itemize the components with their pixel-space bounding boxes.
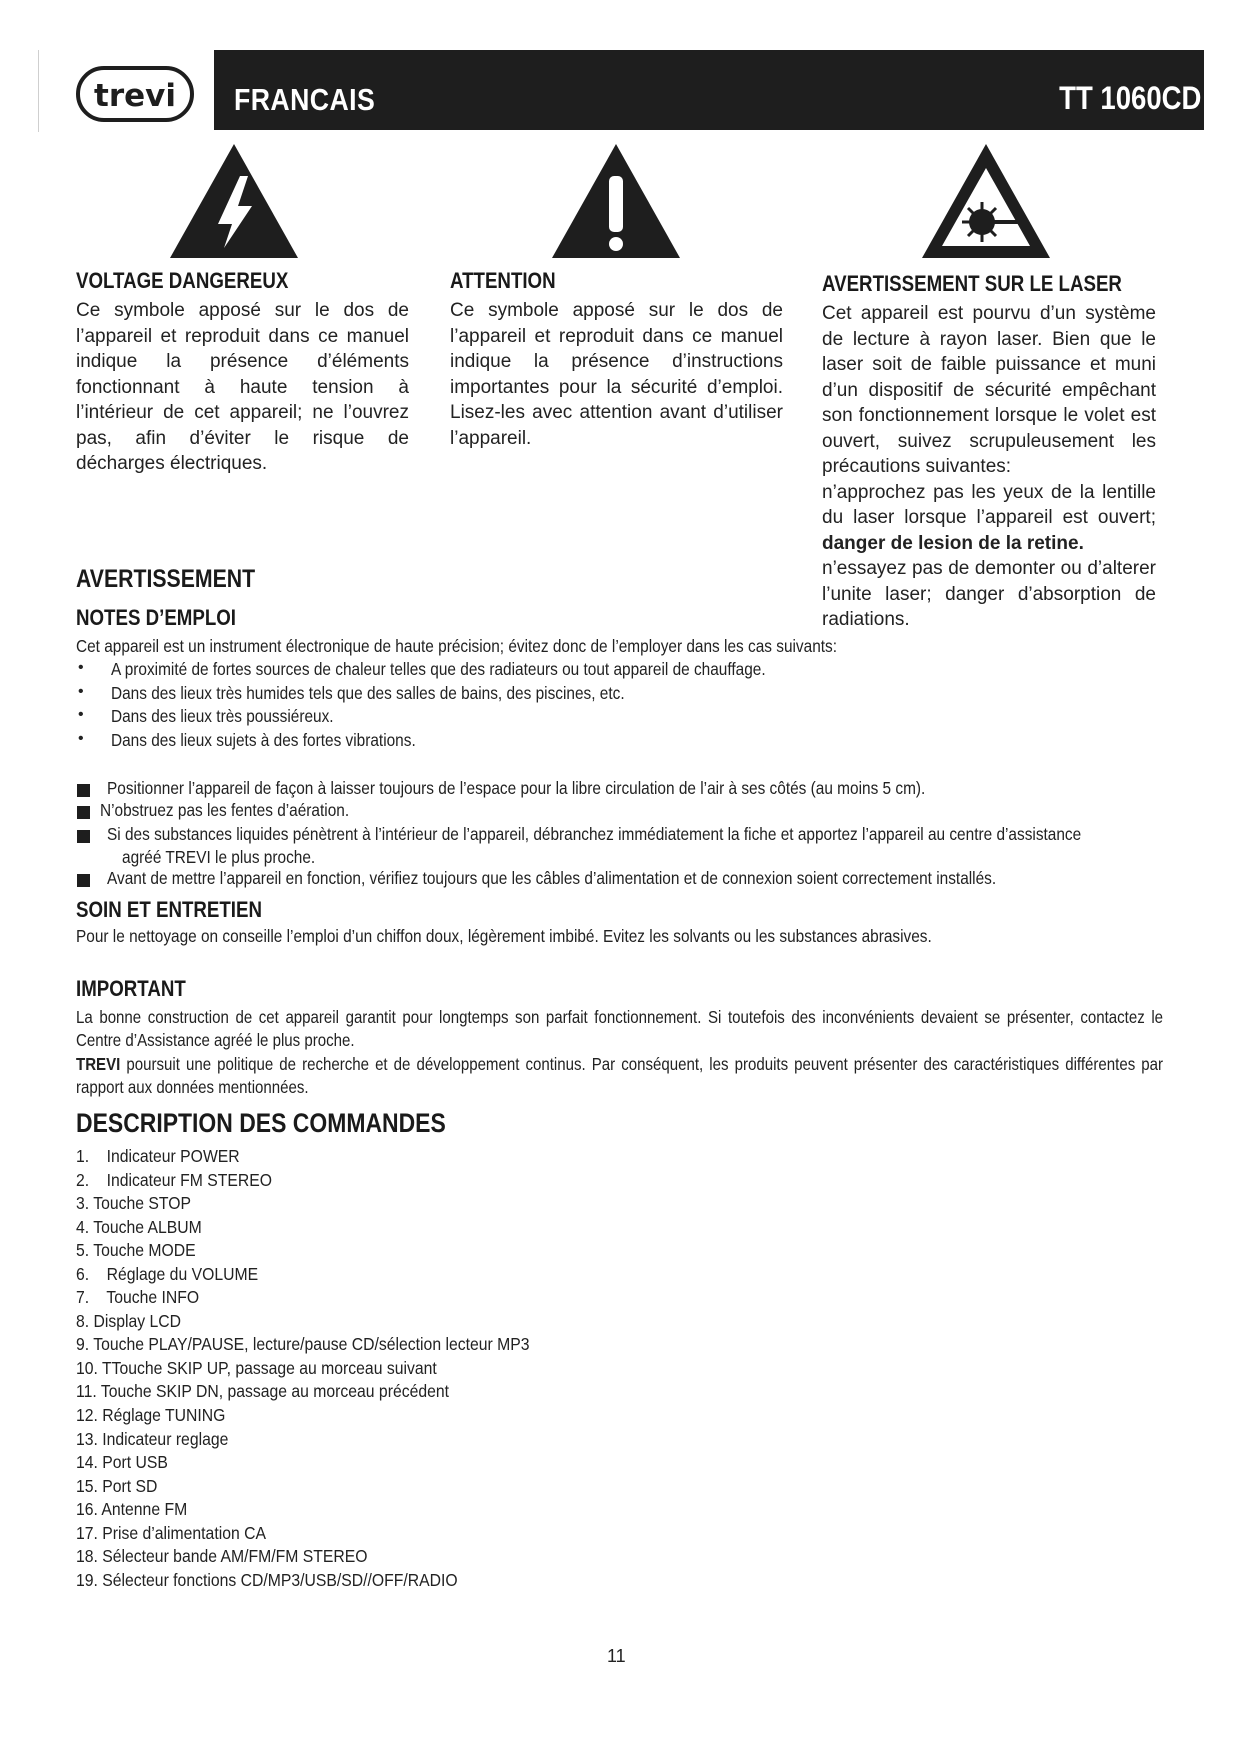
list-item: 7. Touche INFO — [76, 1287, 200, 1308]
laser-text-1: Cet appareil est pourvu d’un système de lecture à rayon laser. Bien que le laser soit de faible puissance et muni d’un dispositif de sécurité empêchant son fonctionnement lorsque le volet est ouvert, suivez scrupuleusement les précautions suivantes: — [822, 303, 1156, 477]
square-bullet — [77, 874, 90, 887]
list-item: 16. Antenne FM — [76, 1499, 188, 1520]
soin-text: Pour le nettoyage on conseille l’emploi d’un chiffon doux, légèrement imbibé. Evitez les solvants ou les substances abrasives. — [76, 926, 932, 946]
square-item: Si des substances liquides pénètrent à l’intérieur de l’appareil, débranchez immédiatement la fiche et apportez l’appareil au centre d’assistance — [107, 824, 1082, 844]
bullet-item: Dans des lieux très humides tels que des salles de bains, des piscines, etc. — [111, 683, 625, 703]
square-bullet — [77, 830, 90, 843]
exclamation-warning-icon — [548, 140, 684, 262]
list-item: 15. Port SD — [76, 1475, 158, 1496]
laser-text-3: n’essayez pas de demonter ou d’alterer l’unite laser; danger d’absorption de radiations. — [822, 558, 1156, 630]
list-item: 8. Display LCD — [76, 1310, 182, 1331]
bullet-dot: • — [78, 683, 84, 700]
commandes-title: DESCRIPTION DES COMMANDES — [76, 1108, 446, 1138]
important-text-2-body: poursuit une politique de recherche et de développement continus. Par conséquent, les produits peuvent présenter des caractéristiques différentes par rapport aux données mentionnées. — [76, 1054, 1164, 1097]
soin-title: SOIN ET ENTRETIEN — [76, 897, 262, 922]
list-item: 17. Prise d’alimentation CA — [76, 1522, 266, 1543]
bullet-dot: • — [78, 706, 84, 723]
list-item: 6. Réglage du VOLUME — [76, 1263, 259, 1284]
square-bullet — [77, 806, 90, 819]
important-brand: TREVI — [76, 1054, 121, 1074]
attention-text-block — [450, 298, 783, 451]
list-item: 13. Indicateur reglage — [76, 1428, 229, 1449]
laser-text-block — [822, 301, 1156, 633]
list-item: 14. Port USB — [76, 1452, 168, 1473]
laser-text-2 — [822, 480, 1156, 557]
list-item: 2. Indicateur FM STEREO — [76, 1169, 273, 1190]
voltage-text-block — [76, 298, 409, 477]
notes-intro: Cet appareil est un instrument électronique de haute précision; évitez donc de l’employer dans les cas suivants: — [76, 636, 838, 656]
bullet-item: A proximité de fortes sources de chaleur telles que des radiateurs ou tout appareil de chauffage. — [111, 659, 766, 679]
commandes-list — [76, 1145, 580, 1592]
avertissement-title: AVERTISSEMENT — [76, 565, 256, 593]
voltage-text: Ce symbole apposé sur le dos de l’appareil et reproduit dans ce manuel indique la présence d’éléments fonctionnant à haute tension à l’intérieur de cet appareil; ne l’ouvrez pas, afin d’éviter le risque de décharges électriques. — [76, 300, 409, 474]
bullet-item: Dans des lieux très poussiéreux. — [111, 706, 334, 726]
list-item: 11. Touche SKIP DN, passage au morceau précédent — [76, 1381, 449, 1402]
bullet-item: Dans des lieux sujets à des fortes vibrations. — [111, 730, 416, 750]
square-item: Avant de mettre l’appareil en fonction, vérifiez toujours que les câbles d’alimentation et de connexion soient correctement installés. — [107, 868, 997, 888]
page-number: 11 — [607, 1646, 626, 1666]
laser-warning-icon — [918, 140, 1054, 262]
trevi-logo — [76, 64, 194, 124]
laser-text-2-bold: danger de lesion de la retine. — [822, 532, 1084, 554]
laser-title: AVERTISSEMENT SUR LE LASER — [822, 271, 1122, 296]
bullet-dot: • — [78, 659, 84, 676]
square-item: N’obstruez pas les fentes d’aération. — [100, 800, 350, 820]
list-item: 5. Touche MODE — [76, 1240, 196, 1261]
list-item: 1. Indicateur POWER — [76, 1146, 240, 1166]
header-language: FRANCAIS — [234, 82, 376, 117]
square-item: Positionner l’appareil de façon à laisser toujours de l’espace pour la libre circulation de l’air à ses côtés (au moins 5 cm). — [107, 778, 926, 798]
list-item: 18. Sélecteur bande AM/FM/FM STEREO — [76, 1546, 368, 1567]
left-rule — [38, 50, 39, 132]
important-text-2 — [76, 1053, 1163, 1099]
lightning-warning-icon — [166, 140, 302, 262]
laser-text-2-normal: n’approchez pas les yeux de la lentille du laser lorsque l’appareil est ouvert; — [822, 481, 1156, 528]
list-item: 4. Touche ALBUM — [76, 1216, 202, 1237]
list-item: 19. Sélecteur fonctions CD/MP3/USB/SD//OFF/RADIO — [76, 1569, 458, 1590]
list-item: 9. Touche PLAY/PAUSE, lecture/pause CD/sélection lecteur MP3 — [76, 1334, 530, 1355]
list-item: 10. TTouche SKIP UP, passage au morceau suivant — [76, 1357, 437, 1378]
logo-text: trevi — [94, 78, 176, 114]
notes-title: NOTES D’EMPLOI — [76, 605, 237, 630]
voltage-title: VOLTAGE DANGEREUX — [76, 268, 289, 293]
attention-title: ATTENTION — [450, 268, 556, 293]
square-bullet — [77, 784, 90, 797]
list-item: 12. Réglage TUNING — [76, 1405, 226, 1426]
attention-text: Ce symbole apposé sur le dos de l’appareil et reproduit dans ce manuel indique la présence d’instructions importantes pour la sécurité d’emploi. Lisez-les avec attention avant d’utiliser l’appareil. — [450, 300, 783, 449]
header-model: TT 1060CD — [1058, 80, 1201, 116]
list-item: 3. Touche STOP — [76, 1193, 191, 1214]
important-text-1: La bonne construction de cet appareil garantit pour longtemps son parfait fonctionnement. Si toutefois des inconvénients devaient se présenter, contactez le Centre d’Assistance agréé le plus proche. — [76, 1007, 1164, 1050]
important-title: IMPORTANT — [76, 976, 186, 1001]
square-item-continued: agréé TREVI le plus proche. — [122, 847, 316, 867]
bullet-dot: • — [78, 730, 84, 747]
